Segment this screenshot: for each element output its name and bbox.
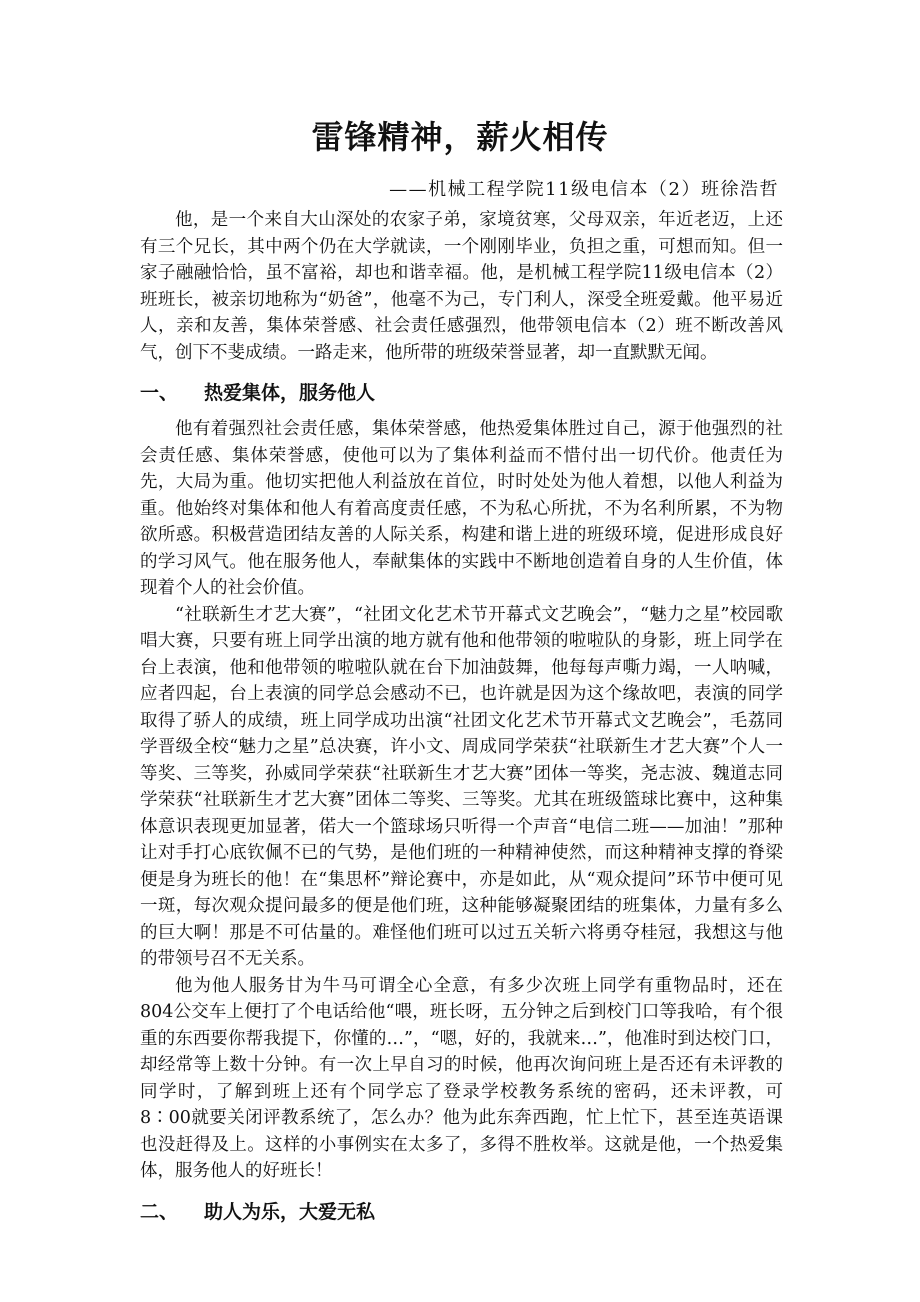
intro-paragraph: 他，是一个来自大山深处的农家子弟，家境贫寒，父母双亲，年近老迈，上还有三个兄长，其中两个仍在大学就读，一个刚刚毕业，负担之重，可想而知。但一家子融融恰恰，虽不富裕，却也和谐幸福。他，是机械工程学院11级电信本（2）班班长，被亲切地称为“奶爸”，他毫不为己，专门利人，深受全班爱戴。他平易近人，亲和友善，集体荣誉感、社会责任感强烈，他带领电信本（2）班不断改善风气，创下不斐成绩。一路走来，他所带的班级荣誉显著，却一直默默无闻。 [140, 210, 783, 363]
paragraph: “社联新生才艺大赛”，“社团文化艺术节开幕式文艺晚会”，“魅力之星”校园歌唱大赛，只要有班上同学出演的地方就有他和他带领的啦啦队的身影，班上同学在台上表演，他和他带领的啦啦队就在台下加油鼓舞，他每每声嘶力竭，一人呐喊，应者四起，台上表演的同学总会感动不已，也许就是因为这个缘故吧，表演的同学取得了骄人的成绩，班上同学成功出演“社团文化艺术节开幕式文艺晚会”，毛荔同学晋级全校“魅力之星”总决赛，许小文、周成同学荣获“社联新生才艺大赛”个人一等奖、三等奖，孙威同学荣获“社联新生才艺大赛”团体一等奖，尧志波、魏道志同学荣获“社联新生才艺大赛”团体二等奖、三等奖。尤其在班级篮球比赛中，这种集体意识表现更加显著，偌大一个篮球场只听得一个声音“电信二班——加油！”那种让对手打心底钦佩不已的气势，是他们班的一种精神使然，而这种精神支撑的脊梁便是身为班长的他！在“集思杯”辩论赛中，亦是如此，从“观众提问”环节中便可见一斑，每次观众提问最多的便是他们班，这种能够凝聚团结的班集体，力量有多么的巨大啊！那是不可估量的。难怪他们班可以过五关斩六将勇夺桂冠，我想这与他的带领号召不无关系。 [140, 604, 783, 969]
section-number: 一、 [140, 382, 179, 404]
section-heading-2 [140, 1199, 783, 1225]
document-byline: ——机械工程学院11级电信本（2）班徐浩哲 [389, 179, 779, 200]
paragraph: 他为他人服务甘为牛马可谓全心全意，有多少次班上同学有重物品时，还在804公交车上便打了个电话给他“喂，班长呀，五分钟之后到校门口等我哈，有个很重的东西要你帮我提下，你懂的…”，“嗯，好的，我就来…”，他准时到达校门口，却经常等上数十分钟。有一次上早自习的时候，他再次询问班上是否还有未评教的同学时，了解到班上还有个同学忘了登录学校教务系统的密码，还未评教，可8∶00就要关闭评教系统了，怎么办？他为此东奔西跑，忙上忙下，甚至连英语课也没赶得及上。这样的小事例实在太多了，多得不胜枚举。这就是他，一个热爱集体，服务他人的好班长！ [140, 975, 783, 1181]
document-body [140, 207, 783, 1235]
section-title: 热爱集体，服务他人 [204, 382, 376, 404]
section-heading-1 [140, 380, 783, 406]
document-title: 雷锋精神，薪火相传 [311, 118, 609, 156]
section-number: 二、 [140, 1200, 179, 1223]
paragraph: 他有着强烈社会责任感，集体荣誉感，他热爱集体胜过自己，源于他强烈的社会责任感、集体荣誉感，使他可以为了集体利益而不惜付出一切代价。他责任为先，大局为重。他切实把他人利益放在首位，时时处处为他人着想，以他人利益为重。他始终对集体和他人有着高度责任感，不为私心所扰，不为名利所累，不为物欲所惑。积极营造团结友善的人际关系，构建和谐上进的班级环境，促进形成良好的学习风气。他在服务他人，奉献集体的实践中不断地创造着自身的人生价值，体现着个人的社会价值。 [140, 419, 783, 598]
section-title: 助人为乐，大爱无私 [204, 1200, 376, 1223]
